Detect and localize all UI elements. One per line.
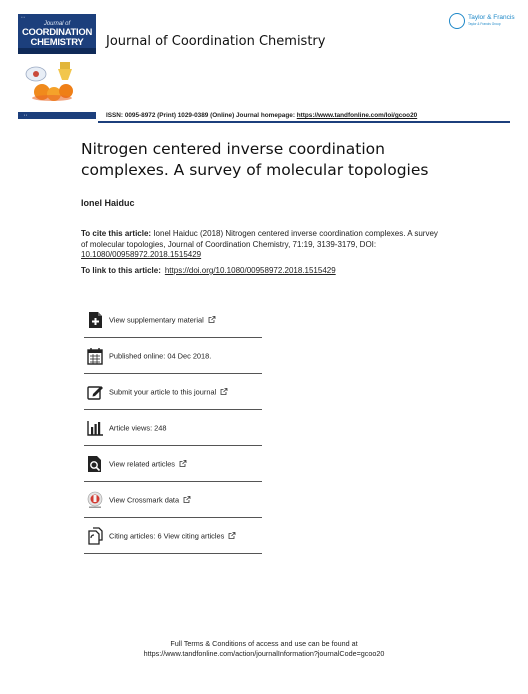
supplementary-material-link[interactable]	[84, 302, 262, 338]
citation-block	[81, 229, 441, 261]
row-divider	[84, 553, 262, 554]
citing-articles-link[interactable]	[84, 518, 262, 554]
journal-cover-thumbnail	[18, 14, 96, 54]
issn-line	[106, 112, 417, 119]
publisher-logo[interactable]	[449, 13, 519, 31]
citing-articles-icon	[86, 527, 104, 545]
submit-article-link[interactable]	[84, 374, 262, 410]
crossmark-link[interactable]	[84, 482, 262, 518]
external-link-icon	[220, 388, 228, 396]
footer	[0, 639, 528, 658]
header-divider	[98, 121, 510, 123]
published-online-text: Published online: 04 Dec 2018.	[109, 351, 212, 361]
article-views-row	[84, 410, 262, 446]
header-strip	[18, 112, 96, 119]
related-articles-link[interactable]	[84, 446, 262, 482]
footer-terms-link[interactable]: https://www.tandfonline.com/action/journalInformation?journalCode=gcoo20	[143, 648, 385, 658]
bar-chart-icon	[86, 419, 104, 437]
calendar-icon	[86, 347, 104, 365]
header-strip-mark: ▪ ▪	[24, 113, 27, 117]
supplementary-material-icon	[86, 311, 104, 329]
link-label-supplementary: View supplementary material	[109, 315, 204, 325]
cite-doi-link[interactable]: 10.1080/00958972.2018.1515429	[81, 250, 202, 260]
cover-line-3: CHEMISTRY	[30, 37, 84, 48]
publisher-name: Taylor & Francis	[468, 14, 515, 21]
related-articles-icon	[86, 455, 104, 473]
link-label: To link to this article:	[81, 266, 161, 275]
external-link-icon	[208, 316, 216, 324]
cover-band	[18, 48, 96, 54]
article-views-text: Article views: 248	[109, 423, 167, 433]
footer-terms-text: Full Terms & Conditions of access and use can be found at	[170, 639, 358, 648]
cite-label: To cite this article:	[81, 229, 152, 238]
crossmark-icon	[86, 491, 104, 509]
article-title: Nitrogen centered inverse coordination complexes. A survey of molecular topologies	[81, 140, 429, 179]
article-author: Ionel Haiduc	[81, 198, 135, 208]
article-doi-link[interactable]: https://doi.org/10.1080/00958972.2018.1515429	[164, 266, 336, 275]
cover-line-2: COORDINATION	[21, 27, 93, 38]
cover-small-print: ▪ ▪ ▪	[21, 16, 26, 19]
journal-title: Journal of Coordination Chemistry	[106, 34, 326, 49]
link-label-submit: Submit your article to this journal	[109, 387, 217, 397]
journal-homepage-link[interactable]: https://www.tandfonline.com/loi/gcoo20	[296, 112, 418, 119]
link-label-crossmark: View Crossmark data	[109, 495, 180, 505]
issn-text: ISSN: 0095-8972 (Print) 1029-0389 (Online) Journal homepage:	[106, 112, 297, 119]
external-link-icon	[228, 532, 236, 540]
publisher-logo-icon	[449, 13, 465, 29]
cite-text: Ionel Haiduc (2018) Nitrogen centered inverse coordination complexes. A survey of molecular topologies, Journal of Coordination Chemistry, 71:19, 3139-3179, DOI:	[81, 229, 438, 249]
external-link-icon	[179, 460, 187, 468]
cover-illustration-image	[22, 60, 92, 102]
link-to-article	[81, 266, 336, 275]
edit-submit-icon	[86, 383, 104, 401]
publisher-subtitle: Taylor & Francis Group	[468, 22, 501, 26]
external-link-icon	[183, 496, 191, 504]
link-label-citing: Citing articles: 6 View citing articles	[109, 531, 225, 541]
link-label-related: View related articles	[109, 459, 175, 469]
cover-line-1: Journal of	[43, 21, 71, 27]
published-online-row	[84, 338, 262, 374]
